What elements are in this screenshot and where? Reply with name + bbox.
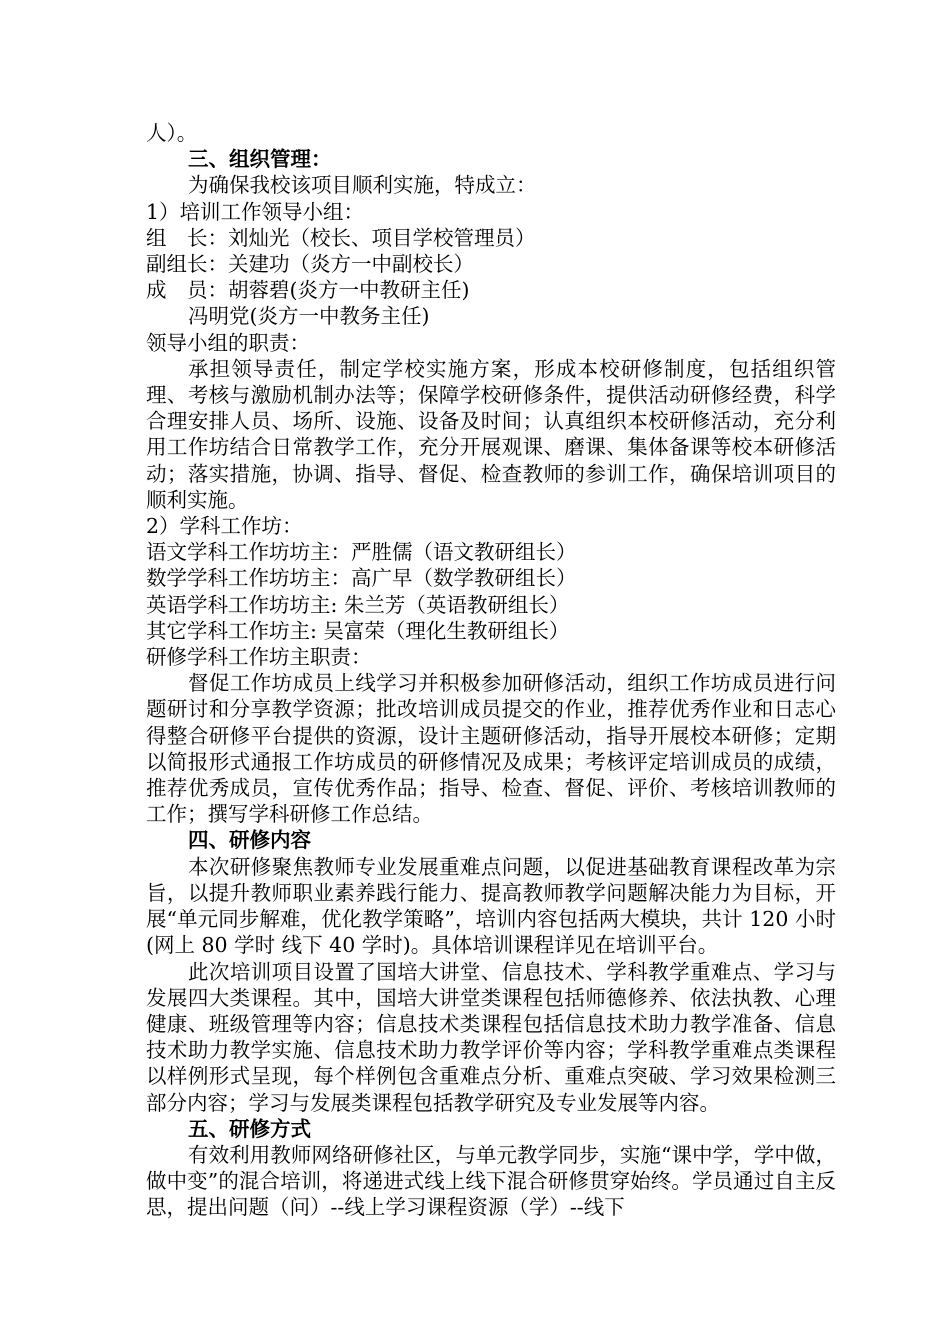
text-line: 副组长：关建功（炎方一中副校长） <box>146 252 474 277</box>
subsection-title: 1）培训工作领导小组： <box>146 199 365 224</box>
paragraph: 承担领导责任，制定学校实施方案，形成本校研修制度，包括组织管理、考核与激励机制办法等；保障学校研修条件，提供活动研修经费，科学合理安排人员、场所、设施、设备及时间；认真组织本校研修活动，充分利用工作坊结合日常教学工作，充分开展观课、磨课、集体备课等校本研修活动；落实措施，协调、指导、督促、检查教师的参训工作，确保培训项目的顺利实施。 <box>146 356 836 512</box>
text-line: 为确保我校该项目顺利实施，特成立： <box>188 173 537 198</box>
paragraph: 此次培训项目设置了国培大讲堂、信息技术、学科教学重难点、学习与发展四大类课程。其中，国培大讲堂类课程包括师德修养、依法执教、心理健康、班级管理等内容；信息技术类课程包括信息技术助力教学准备、信息技术助力教学实施、信息技术助力教学评价等内容；学科教学重难点类课程以样例形式呈现，每个样例包含重难点分析、重难点突破、学习效果检测三部分内容；学习与发展类课程包括教学研究及专业发展等内容。 <box>146 959 836 1115</box>
paragraph: 本次研修聚焦教师专业发展重难点问题，以促进基础教育课程改革为宗旨，以提升教师职业素养践行能力、提高教师教学问题解决能力为目标，开展“单元同步解难，优化教学策略”，培训内容包括两大模块，共计 120 小时(网上 80 学时 线下 40 学时)。具体培训课程详见在培训平台。 <box>146 854 836 958</box>
section-heading: 四、研修内容 <box>188 828 311 853</box>
paragraph: 督促工作坊成员上线学习并积极参加研修活动，组织工作坊成员进行问题研讨和分享教学资源；批改培训成员提交的作业，推荐优秀作业和日志心得整合研修平台提供的资源，设计主题研修活动，指导开展校本研修；定期以简报形式通报工作坊成员的研修情况及成果；考核评定培训成员的成绩，推荐优秀成员，宣传优秀作品；指导、检查、督促、评价、考核培训教师的工作；撰写学科研修工作总结。 <box>146 671 836 827</box>
section-heading: 五、研修方式 <box>188 1116 311 1141</box>
paragraph: 有效利用教师网络研修社区，与单元教学同步，实施“课中学，学中做，做中变”的混合培训，将递进式线上线下混合研修贯穿始终。学员通过自主反思，提出问题（问）--线上学习课程资源（学）--线下 <box>146 1142 836 1220</box>
text-line: 人）。 <box>146 121 198 145</box>
text-line: 其它学科工作坊主: 吴富荣（理化生教研组长） <box>146 618 570 643</box>
text-line: 研修学科工作坊主职责： <box>146 645 372 670</box>
text-line: 英语学科工作坊坊主: 朱兰芳（英语教研组长） <box>146 592 570 617</box>
text-line: 成 员：胡蓉碧(炎方一中教研主任) <box>146 278 470 303</box>
subsection-title: 2）学科工作坊： <box>146 514 303 539</box>
text-line: 语文学科工作坊坊主：严胜儒（语文教研组长） <box>146 540 577 565</box>
text-line: 数学学科工作坊坊主：高广早（数学教研组长） <box>146 566 577 591</box>
document-page <box>146 120 836 1221</box>
text-line: 组 长：刘灿光（校长、项目学校管理员） <box>146 225 536 250</box>
text-line: 冯明党(炎方一中教务主任) <box>188 304 430 329</box>
text-line: 领导小组的职责： <box>146 330 310 355</box>
section-heading: 三、组织管理： <box>188 147 332 172</box>
